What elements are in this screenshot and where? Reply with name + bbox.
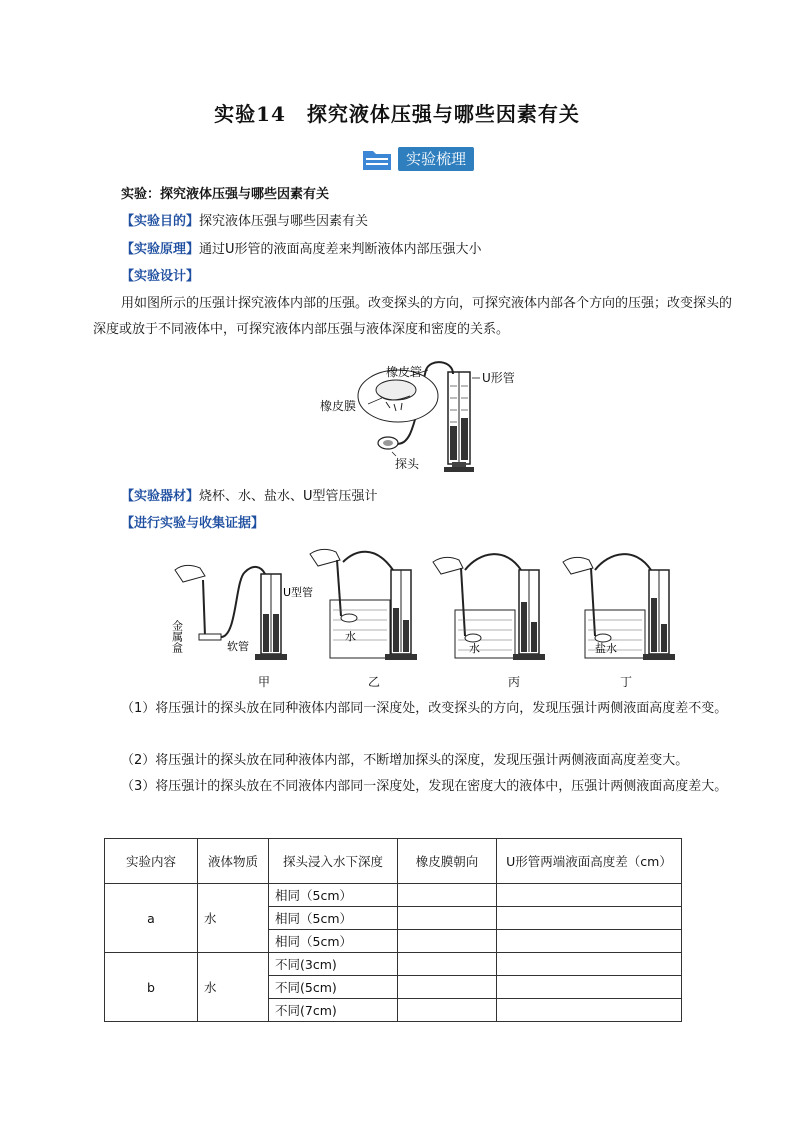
design-text: 用如图所示的压强计探究液体内部的压强。改变探头的方向，可探究液体内部各个方向的压强；改变探头的深度或放于不同液体中，可探究液体内部压强与液体深度和密度的关系。 xyxy=(93,296,733,337)
principle-tag: 【实验原理】 xyxy=(121,242,200,257)
caption-bing: 丙 xyxy=(508,675,521,689)
procedure-tag: 【进行实验与收集证据】 xyxy=(121,516,265,531)
height-diff-cell[interactable] xyxy=(497,930,682,953)
height-diff-cell[interactable] xyxy=(497,999,682,1022)
design-tag: 【实验设计】 xyxy=(121,269,200,284)
step-1: （1）将压强计的探头放在同种液体内部同一深度处，改变探头的方向，发现压强计两侧液面高度差不变。 xyxy=(121,701,728,716)
label-membrane: 橡皮膜 xyxy=(320,399,357,413)
height-diff-cell[interactable] xyxy=(497,976,682,999)
label-hose: 软管 xyxy=(227,640,249,653)
step-2: （2）将压强计的探头放在同种液体内部，不断增加探头的深度，发现压强计两侧液面高度差变大。 xyxy=(121,753,689,768)
group-a-liquid: 水 xyxy=(198,884,269,953)
equipment-line xyxy=(121,488,378,506)
caption-yi: 乙 xyxy=(368,675,381,689)
label-water-bing: 水 xyxy=(469,642,480,655)
label-rubber-tube: 橡皮管 xyxy=(386,365,423,379)
experiment-line: 实验：探究液体压强与哪些因素有关 xyxy=(121,187,330,202)
section-header xyxy=(362,146,474,172)
group-a-content: a xyxy=(105,884,198,953)
depth-cell: 不同(3cm) xyxy=(269,953,398,976)
purpose-text: 探究液体压强与哪些因素有关 xyxy=(199,214,369,229)
equipment-tag: 【实验器材】 xyxy=(121,489,200,504)
orientation-cell[interactable] xyxy=(398,999,497,1022)
page-title: 实验14 探究液体压强与哪些因素有关 xyxy=(214,102,580,126)
principle-line xyxy=(121,241,482,259)
label-metal-box: 金属盒 xyxy=(170,620,184,653)
depth-cell: 不同(7cm) xyxy=(269,999,398,1022)
header-depth: 探头浸入水下深度 xyxy=(269,839,398,884)
setup-bing xyxy=(433,554,545,660)
step-3: （3）将压强计的探头放在不同液体内部同一深度处，发现在密度大的液体中，压强计两侧液面高度差大。 xyxy=(121,779,728,794)
depth-cell: 相同（5cm） xyxy=(269,907,398,930)
label-probe: 探头 xyxy=(395,457,420,471)
orientation-cell[interactable] xyxy=(398,976,497,999)
height-diff-cell[interactable] xyxy=(497,884,682,907)
label-salt-water: 盐水 xyxy=(595,642,617,655)
procedure-line xyxy=(121,515,264,533)
design-line xyxy=(121,268,199,286)
orientation-cell[interactable] xyxy=(398,884,497,907)
depth-cell: 相同（5cm） xyxy=(269,884,398,907)
header-height-diff: U形管两端液面高度差（cm） xyxy=(497,839,682,884)
setup-yi xyxy=(310,549,417,660)
caption-ding: 丁 xyxy=(620,675,633,689)
table-row xyxy=(105,884,682,907)
height-diff-cell[interactable] xyxy=(497,907,682,930)
group-b-content: b xyxy=(105,953,198,1022)
purpose-tag: 【实验目的】 xyxy=(121,214,200,229)
section-label: 实验梳理 xyxy=(398,147,474,171)
header-orientation: 橡皮膜朝向 xyxy=(398,839,497,884)
caption-jia: 甲 xyxy=(258,675,271,689)
depth-cell: 相同（5cm） xyxy=(269,930,398,953)
header-liquid: 液体物质 xyxy=(198,839,269,884)
table-header-row xyxy=(105,839,682,884)
orientation-cell[interactable] xyxy=(398,930,497,953)
label-u-tube-2: U型管 xyxy=(283,586,314,599)
folder-icon xyxy=(362,147,392,171)
setup-jia xyxy=(171,565,314,660)
manometer-figure xyxy=(310,356,530,476)
table-row xyxy=(105,953,682,976)
label-water-yi: 水 xyxy=(345,630,356,643)
orientation-cell[interactable] xyxy=(398,907,497,930)
label-u-tube: U形管 xyxy=(482,371,515,385)
group-b-liquid: 水 xyxy=(198,953,269,1022)
height-diff-cell[interactable] xyxy=(497,953,682,976)
principle-text: 通过U形管的液面高度差来判断液体内部压强大小 xyxy=(199,242,482,257)
depth-cell: 不同(5cm) xyxy=(269,976,398,999)
experiment-setups-figure xyxy=(165,540,685,670)
purpose-line xyxy=(121,213,368,231)
equipment-text: 烧杯、水、盐水、U型管压强计 xyxy=(199,489,378,504)
header-content: 实验内容 xyxy=(105,839,198,884)
setup-ding xyxy=(563,554,675,660)
orientation-cell[interactable] xyxy=(398,953,497,976)
results-table xyxy=(104,838,682,1022)
